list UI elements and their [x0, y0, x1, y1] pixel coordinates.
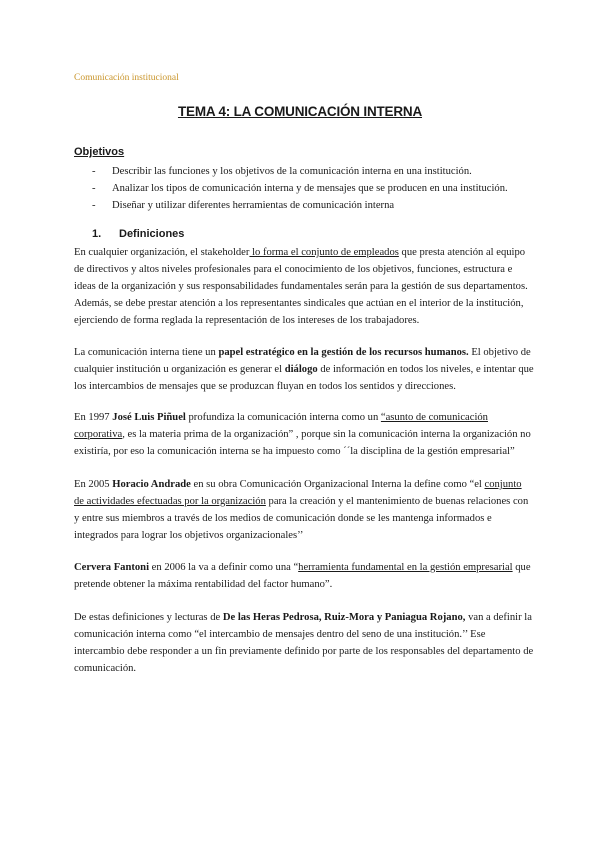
objective-text: Analizar los tipos de comunicación interna y de mensajes que se producen en una institución. — [112, 183, 508, 194]
list-item — [74, 197, 508, 214]
section-number: 1. — [92, 228, 102, 240]
text-run: La comunicación interna tiene un — [74, 347, 219, 358]
paragraph-strategic-role — [74, 344, 534, 395]
text-run: que presta atención al equipo de directivos y altos niveles profesionales para el conocimiento de los objetivos, funciones, estructura e ideas de la organización y sus responsabilidades fundamentales serán para la gestión de sus departamentos. Además, se debe prestar atención a los representantes sindicales que actúan en el interior de la institución, ejerciendo de forma reglada la representación de los intereses de los trabajadores. — [74, 247, 528, 326]
objectives-heading: Objetivos — [74, 146, 125, 158]
underlined-text: conjunto de actividades efectuadas por la organización — [74, 479, 522, 507]
text-run: que pretende obtener la máxima rentabilidad del factor humano”. — [74, 562, 531, 590]
text-run: En 2005 — [74, 479, 113, 490]
text-run: El objetivo de cualquier institución u organización es generar el — [74, 347, 531, 375]
paragraph-cervera — [74, 559, 534, 593]
bold-text: Horacio Andrade — [112, 479, 191, 490]
dash-bullet: - — [92, 183, 96, 194]
text-run: de información en todos los niveles, e intentar que los intercambios de mensajes que se produzcan fluyan en todos los sentidos y direcciones. — [74, 364, 534, 392]
objective-text: Describir las funciones y los objetivos de la comunicación interna en una institución. — [112, 166, 472, 177]
bold-text: diálogo — [284, 364, 318, 375]
underlined-text: “asunto de comunicación corporativa — [74, 412, 488, 440]
paragraph-andrade — [74, 476, 534, 544]
text-run: , es la materia prima de la organización” , porque sin la comunicación interna la organización no existiría, por eso la comunicación interna se ha impuesto como ´´la disciplina de la gestión empresarial” — [74, 429, 531, 457]
objectives-list — [74, 163, 508, 214]
list-item — [74, 163, 508, 180]
page-title: TEMA 4: LA COMUNICACIÓN INTERNA — [177, 104, 423, 119]
paragraph-pinuel — [74, 409, 534, 460]
paragraph-stakeholder — [74, 244, 534, 329]
text-run: En 1997 — [74, 412, 113, 423]
text-run: para la creación y el mantenimiento de buenas relaciones con y entre sus miembros a través de los medios de comunicación donde se les mantenga informados e integrados para lograr los objetivos organizacionales’’ — [74, 496, 529, 541]
paragraph-conclusion — [74, 609, 534, 677]
bold-text: papel estratégico en la gestión de los recursos humanos. — [218, 347, 469, 358]
text-run: profundiza la comunicación interna como un — [185, 412, 381, 423]
bold-text: De las Heras Pedrosa, Ruiz-Mora y Paniagua Rojano, — [222, 612, 466, 623]
dash-bullet: - — [92, 200, 96, 211]
section-heading — [92, 228, 184, 240]
bold-text: Cervera Fantoni — [74, 562, 150, 573]
text-run: en 2006 la va a definir como una “ — [149, 562, 299, 573]
section-title: Definiciones — [119, 228, 185, 240]
text-run: En cualquier organización, el stakeholder — [74, 247, 250, 258]
text-run: De estas definiciones y lecturas de — [74, 612, 223, 623]
dash-bullet: - — [92, 166, 96, 177]
objective-text: Diseñar y utilizar diferentes herramientas de comunicación interna — [112, 200, 395, 211]
underlined-text: herramienta fundamental en la gestión empresarial — [298, 562, 513, 573]
text-run: en su obra Comunicación Organizacional Interna la define como “el — [190, 479, 485, 490]
bold-text: José Luis Piñuel — [112, 412, 186, 423]
underlined-text: lo forma el conjunto de empleados — [249, 247, 399, 258]
text-run: van a definir la comunicación interna como “el intercambio de mensajes dentro del seno de una institución.’’ Ese intercambio debe responder a un fin previamente definido por parte de los responsables del departamento de comunicación. — [74, 612, 534, 674]
list-item — [74, 180, 508, 197]
running-header: Comunicación institucional — [74, 73, 179, 83]
